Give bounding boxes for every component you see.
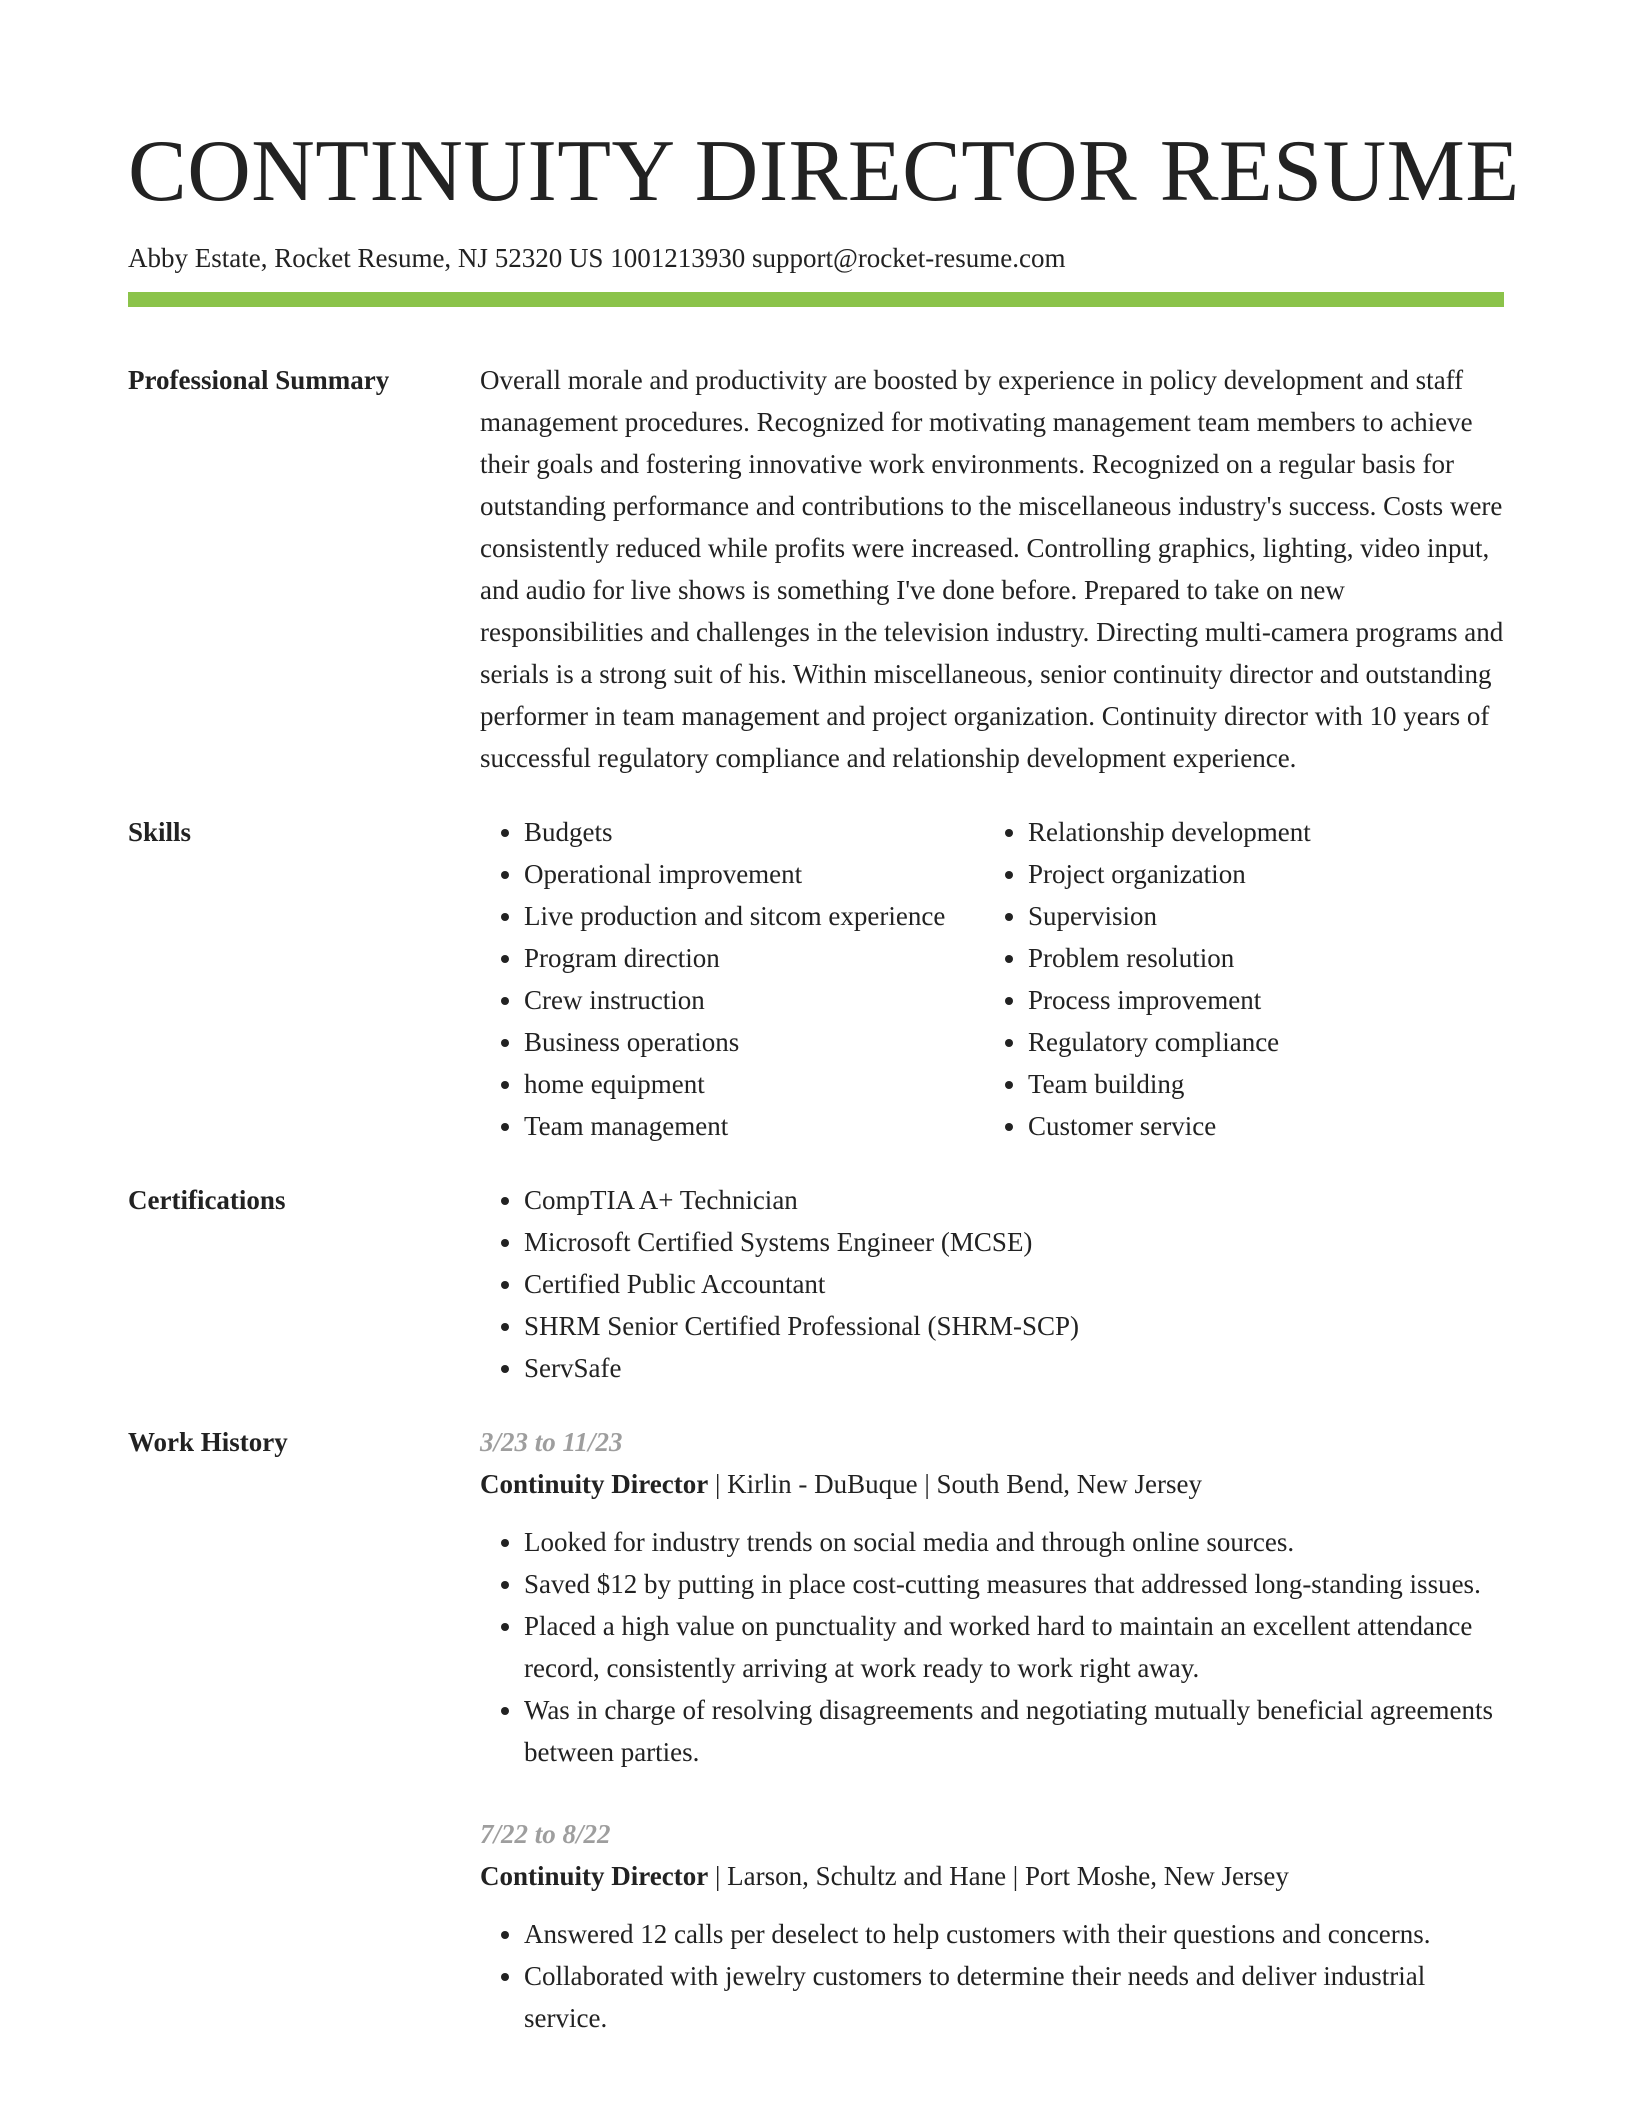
skills-section [128,811,1504,1147]
work-history-heading: Work History [128,1427,288,1457]
certification-item: • CompTIA A+ Technician [524,1179,1504,1221]
job-entry [480,1813,1504,2039]
job-employer-location: | Kirlin - DuBuque | South Bend, New Jersey [708,1469,1202,1499]
job-title: Continuity Director [480,1861,709,1891]
job-heading [480,1855,1504,1897]
certifications-list [480,1179,1504,1389]
skill-item: • Business operations [524,1021,984,1063]
job-duty-item: • Looked for industry trends on social media and through online sources. [524,1521,1504,1563]
job-title: Continuity Director [480,1469,709,1499]
job-duties-list [480,1521,1504,1773]
resume-title: CONTINUITY DIRECTOR RESUME [128,123,1520,220]
job-entry [480,1421,1504,1773]
contact-line: Abby Estate, Rocket Resume, NJ 52320 US 1001213930 support@rocket-resume.com [128,243,1066,273]
skill-item: • Problem resolution [1028,937,1488,979]
job-dates: 3/23 to 11/23 [480,1427,623,1457]
skill-item: • Process improvement [1028,979,1488,1021]
summary-text: Overall morale and productivity are boosted by experience in policy development and staff management procedures. Recognized for motivating management team members to achieve their goals and fostering innovative work environments. Recognized on a regular basis for outstanding performance and contributions to the miscellaneous industry's success. Costs were consistently reduced while profits were increased. Controlling graphics, lighting, video input, and audio for live shows is something I've done before. Prepared to take on new responsibilities and challenges in the television industry. Directing multi-camera programs and serials is a strong suit of his. Within miscellaneous, senior continuity director and outstanding performer in team management and project organization. Continuity director with 10 years of successful regulatory compliance and relationship development experience. [480,365,1504,773]
skill-item: • Customer service [1028,1105,1488,1147]
skills-list-right [984,811,1488,1147]
work-history-section [128,1421,1504,2039]
job-duty-item: • Collaborated with jewelry customers to determine their needs and deliver industrial service. [524,1955,1504,2039]
skill-item: • home equipment [524,1063,984,1105]
resume-page [128,0,1520,2039]
summary-section [128,359,1504,779]
skill-item: • Team building [1028,1063,1488,1105]
certifications-heading: Certifications [128,1185,286,1215]
job-duty-item: • Answered 12 calls per deselect to help customers with their questions and concerns. [524,1913,1504,1955]
certification-item: • Microsoft Certified Systems Engineer (MCSE) [524,1221,1504,1263]
job-duty-item: • Placed a high value on punctuality and worked hard to maintain an excellent attendance record, consistently arriving at work ready to work right away. [524,1605,1504,1689]
summary-heading: Professional Summary [128,365,390,395]
job-heading [480,1463,1504,1505]
certification-item: • SHRM Senior Certified Professional (SHRM-SCP) [524,1305,1504,1347]
skill-item: • Operational improvement [524,853,984,895]
job-duties-list [480,1913,1504,2039]
skill-item: • Supervision [1028,895,1488,937]
skill-item: • Budgets [524,811,984,853]
certification-item: • ServSafe [524,1347,1504,1389]
certification-item: • Certified Public Accountant [524,1263,1504,1305]
skill-item: • Project organization [1028,853,1488,895]
job-duty-item: • Was in charge of resolving disagreements and negotiating mutually beneficial agreements between parties. [524,1689,1504,1773]
job-dates: 7/22 to 8/22 [480,1819,611,1849]
skill-item: • Relationship development [1028,811,1488,853]
header-divider [128,292,1504,307]
skills-heading: Skills [128,817,192,847]
certifications-section [128,1179,1504,1389]
skill-item: • Program direction [524,937,984,979]
skill-item: • Regulatory compliance [1028,1021,1488,1063]
job-duty-item: • Saved $12 by putting in place cost-cutting measures that addressed long-standing issues. [524,1563,1504,1605]
skill-item: • Team management [524,1105,984,1147]
skill-item: • Live production and sitcom experience [524,895,984,937]
skills-list-left [480,811,984,1147]
skill-item: • Crew instruction [524,979,984,1021]
job-employer-location: | Larson, Schultz and Hane | Port Moshe, New Jersey [708,1861,1289,1891]
